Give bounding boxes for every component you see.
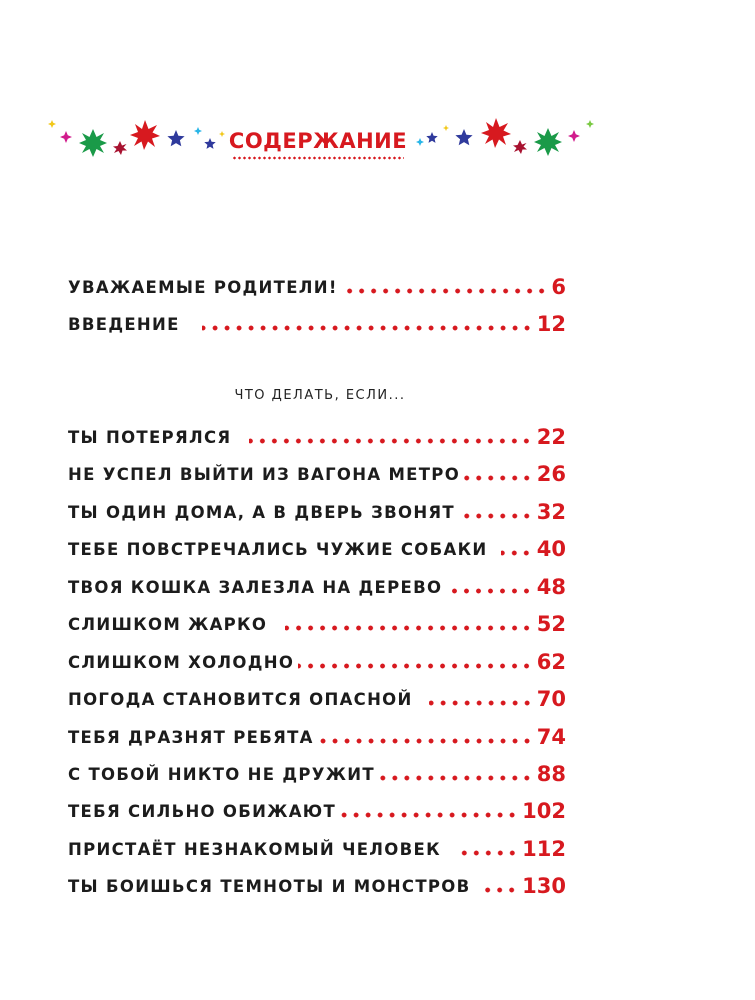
toc-entry-page: 88 (536, 762, 566, 786)
dot-leader (340, 812, 518, 818)
toc-entry[interactable] (68, 605, 566, 635)
toc-entry[interactable] (68, 830, 566, 860)
toc-entry-label: ПРИСТАЁТ НЕЗНАКОМЫЙ ЧЕЛОВЕК (68, 840, 441, 859)
toc-entry-page: 22 (536, 425, 566, 449)
page-title: СОДЕРЖАНИЕ (228, 129, 408, 153)
toc-entry-page: 74 (536, 725, 566, 749)
dot-leader (484, 887, 518, 893)
toc-entry[interactable] (68, 718, 566, 748)
toc-entry-label: ТВОЯ КОШКА ЗАЛЕЗЛА НА ДЕРЕВО (68, 578, 443, 597)
toc-entry-label: ТЫ БОИШЬСЯ ТЕМНОТЫ И МОНСТРОВ (68, 877, 471, 896)
dot-leader (342, 288, 548, 294)
dot-leader (318, 738, 533, 744)
dot-leader (459, 513, 533, 519)
toc-entry-page: 52 (536, 612, 566, 636)
toc-entry-label: СЛИШКОМ ЖАРКО (68, 615, 268, 634)
dot-leader (464, 475, 533, 481)
dot-leader (202, 325, 533, 331)
toc-entry-label: НЕ УСПЕЛ ВЫЙТИ ИЗ ВАГОНА МЕТРО (68, 465, 461, 484)
toc-header (0, 112, 755, 172)
toc-entry[interactable] (68, 493, 566, 523)
dot-leader (429, 700, 533, 706)
toc-entry-introduction[interactable] (68, 305, 566, 335)
toc-entry-page: 40 (536, 537, 566, 561)
toc-entry-label: ТЕБЯ ДРАЗНЯТ РЕБЯТА (68, 728, 314, 747)
toc-entry-label: ПОГОДА СТАНОВИТСЯ ОПАСНОЙ (68, 690, 413, 709)
toc-entry[interactable] (68, 755, 566, 785)
title-underline-dots (232, 156, 404, 160)
toc-entry-page: 6 (551, 275, 566, 299)
toc-entry-label: С ТОБОЙ НИКТО НЕ ДРУЖИТ (68, 765, 375, 784)
toc-entry-label: УВАЖАЕМЫЕ РОДИТЕЛИ! (68, 278, 338, 297)
section-heading: ЧТО ДЕЛАТЬ, ЕСЛИ... (234, 388, 406, 403)
toc-entry-page: 12 (536, 312, 566, 336)
dot-leader (446, 588, 532, 594)
toc-entry[interactable] (68, 680, 566, 710)
toc-entry-page: 32 (536, 500, 566, 524)
toc-entry[interactable] (68, 867, 566, 897)
stars-left-decoration (40, 112, 230, 172)
dot-leader (298, 663, 533, 669)
toc-entry[interactable] (68, 418, 566, 448)
dot-leader (457, 850, 518, 856)
toc-entry-page: 130 (522, 874, 566, 898)
toc-entry-page: 26 (536, 462, 566, 486)
toc-entry-label: СЛИШКОМ ХОЛОДНО (68, 653, 295, 672)
toc-entry-page: 70 (536, 687, 566, 711)
toc-entry-parents[interactable] (68, 268, 566, 298)
dot-leader (501, 550, 532, 556)
toc-entry-page: 62 (536, 650, 566, 674)
dot-leader (379, 775, 533, 781)
toc-entry-label: ТЫ ОДИН ДОМА, А В ДВЕРЬ ЗВОНЯТ (68, 503, 455, 522)
toc-entry[interactable] (68, 568, 566, 598)
toc-entry[interactable] (68, 643, 566, 673)
toc-entry-label: ВВЕДЕНИЕ (68, 315, 180, 334)
toc-entry[interactable] (68, 455, 566, 485)
toc-entry-label: ТЕБЯ СИЛЬНО ОБИЖАЮТ (68, 802, 337, 821)
stars-right-decoration (410, 112, 610, 172)
dot-leader (249, 438, 532, 444)
toc-entry[interactable] (68, 530, 566, 560)
toc-entry[interactable] (68, 792, 566, 822)
toc-entry-label: ТЕБЕ ПОВСТРЕЧАЛИСЬ ЧУЖИЕ СОБАКИ (68, 540, 488, 559)
toc-entry-page: 48 (536, 575, 566, 599)
toc-entry-page: 112 (522, 837, 566, 861)
toc-entry-label: ТЫ ПОТЕРЯЛСЯ (68, 428, 232, 447)
toc-entry-page: 102 (522, 799, 566, 823)
dot-leader (285, 625, 533, 631)
